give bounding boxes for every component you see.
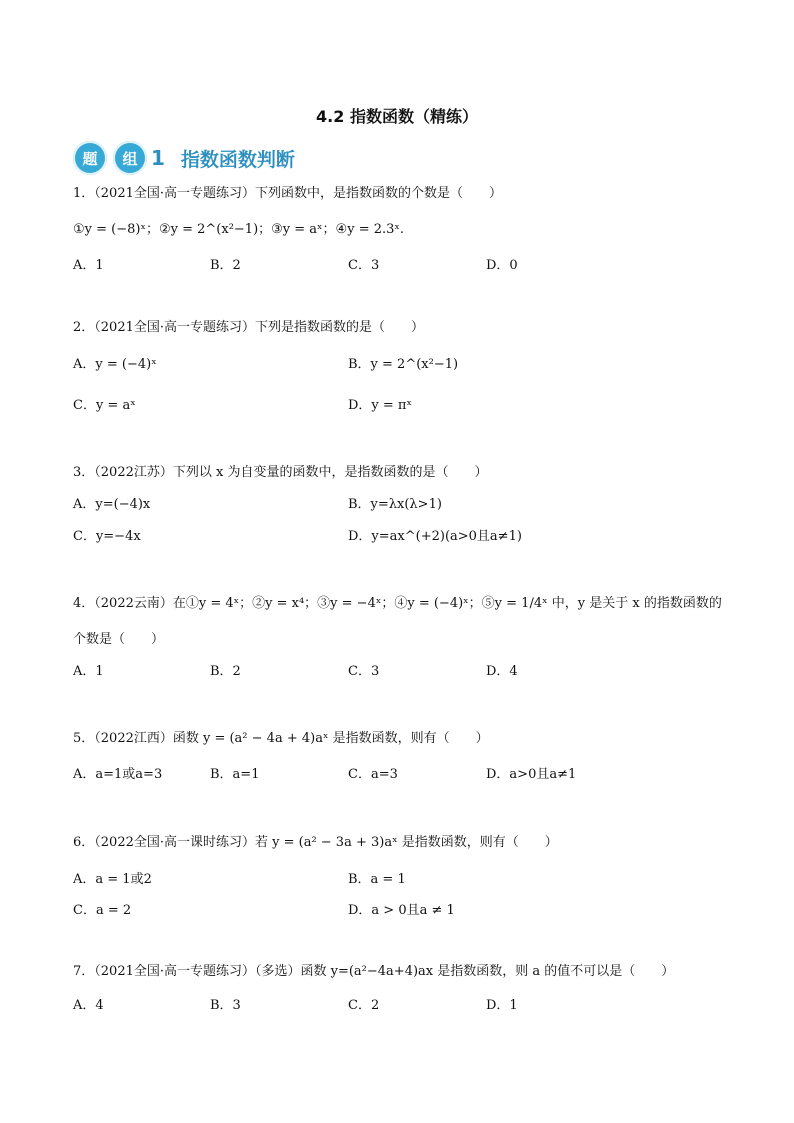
question-2-option-a: A．y = (−4)ˣ xyxy=(73,357,157,372)
question-6-stem: 6．（2022全国·高一课时练习）若 y = (a² − 3a + 3)aˣ 是指数函数，则有（ ） xyxy=(73,835,558,850)
section-header xyxy=(73,140,295,176)
section-number: 1 xyxy=(151,146,165,170)
question-2-option-c: C．y = aˣ xyxy=(73,398,136,413)
question-3-option-d: D．y=ax^(+2)(a>0且a≠1) xyxy=(348,529,522,544)
question-5-option-b: B．a=1 xyxy=(210,767,260,782)
question-4-option-b: B．2 xyxy=(210,664,241,679)
question-7-option-b: B．3 xyxy=(210,998,241,1013)
question-4-option-c: C．3 xyxy=(348,664,380,679)
page-title: 4.2 指数函数（精练） xyxy=(316,107,478,126)
question-4-option-d: D．4 xyxy=(486,664,518,679)
question-3-option-b: B．y=λx(λ>1) xyxy=(348,497,442,512)
question-3-option-c: C．y=−4x xyxy=(73,529,141,544)
question-7-option-d: D．1 xyxy=(486,998,518,1013)
question-7-stem: 7．（2021全国·高一专题练习）（多选）函数 y=(a²−4a+4)ax 是指数函数，则 a 的值不可以是（ ） xyxy=(73,964,675,979)
section-badge-1: 题 xyxy=(73,141,107,175)
question-7-option-a: A．4 xyxy=(73,998,104,1013)
question-7-option-c: C．2 xyxy=(348,998,380,1013)
question-5-option-c: C．a=3 xyxy=(348,767,398,782)
question-5-option-d: D．a>0且a≠1 xyxy=(486,767,577,782)
question-1-option-c: C．3 xyxy=(348,258,380,273)
question-3-option-a: A．y=(−4)x xyxy=(73,497,151,512)
question-5-stem: 5．（2022江西）函数 y = (a² − 4a + 4)aˣ 是指数函数，则有（ ） xyxy=(73,731,489,746)
question-6-option-d: D．a > 0且a ≠ 1 xyxy=(348,903,455,918)
question-6-option-a: A．a = 1或2 xyxy=(73,872,152,887)
question-6-option-c: C．a = 2 xyxy=(73,903,132,918)
question-1-stem: 1．（2021全国·高一专题练习）下列函数中，是指数函数的个数是（ ） xyxy=(73,186,502,201)
question-4-stem-continued: 个数是（ ） xyxy=(73,632,165,647)
question-3-stem: 3．（2022江苏）下列以 x 为自变量的函数中，是指数函数的是（ ） xyxy=(73,465,488,480)
question-2-option-b: B．y = 2^(x²−1) xyxy=(348,357,459,372)
question-5-option-a: A．a=1或a=3 xyxy=(73,767,163,782)
question-6-option-b: B．a = 1 xyxy=(348,872,406,887)
question-4-stem: 4．（2022云南）在①y = 4ˣ；②y = x⁴；③y = −4ˣ；④y = (−4)ˣ；⑤y = 1/4ˣ 中，y 是关于 x 的指数函数的 xyxy=(73,596,722,611)
section-title: 指数函数判断 xyxy=(180,148,295,171)
section-badge-2: 组 xyxy=(113,141,147,175)
question-1-option-b: B．2 xyxy=(210,258,241,273)
question-4-option-a: A．1 xyxy=(73,664,104,679)
question-1-option-a: A．1 xyxy=(73,258,104,273)
question-2-option-d: D．y = πˣ xyxy=(348,398,412,413)
question-2-stem: 2．（2021全国·高一专题练习）下列是指数函数的是（ ） xyxy=(73,320,424,335)
question-1-formula: ①y = (−8)ˣ；②y = 2^(x²−1)；③y = aˣ；④y = 2.3ˣ. xyxy=(73,222,405,237)
question-1-option-d: D．0 xyxy=(486,258,518,273)
